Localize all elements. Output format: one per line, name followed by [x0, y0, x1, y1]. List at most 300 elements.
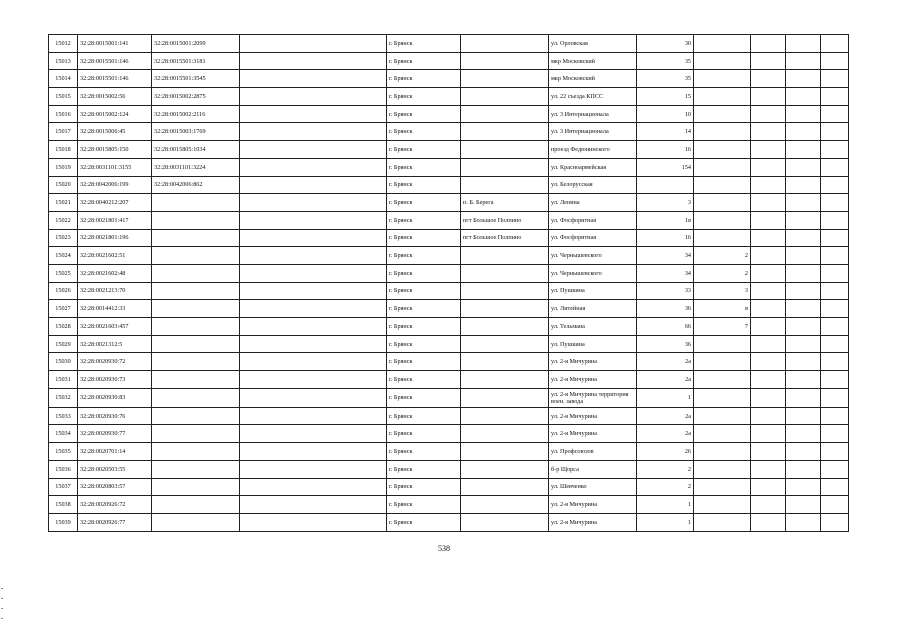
- empty-cell: [751, 407, 786, 425]
- object-cadastral-number: [152, 460, 240, 478]
- empty-cell: [821, 425, 849, 443]
- row-number: 15018: [49, 141, 78, 159]
- empty-cell: [821, 443, 849, 461]
- row-number: 15032: [49, 388, 78, 407]
- empty-cell: [240, 496, 387, 514]
- table-row: [49, 335, 849, 353]
- row-number: 15014: [49, 70, 78, 88]
- city-cell: г. Брянск: [387, 300, 461, 318]
- settlement-cell: [461, 176, 549, 194]
- object-cadastral-number: 32:28:0015501:3545: [152, 70, 240, 88]
- object-cadastral-number: [152, 211, 240, 229]
- empty-cell: [786, 496, 821, 514]
- building-cell: [694, 443, 751, 461]
- cadastral-number: 32:28:0021602:48: [78, 264, 152, 282]
- empty-cell: [821, 176, 849, 194]
- object-cadastral-number: 32:28:0015805:1034: [152, 141, 240, 159]
- row-number: 15021: [49, 194, 78, 212]
- building-cell: [694, 425, 751, 443]
- empty-cell: [786, 318, 821, 336]
- table-row: [49, 443, 849, 461]
- empty-cell: [786, 52, 821, 70]
- table-row: [49, 35, 849, 53]
- row-number: 15028: [49, 318, 78, 336]
- empty-cell: [751, 123, 786, 141]
- row-number: 15037: [49, 478, 78, 496]
- city-cell: г. Брянск: [387, 105, 461, 123]
- object-cadastral-number: [152, 229, 240, 247]
- house-cell: 1в: [637, 211, 694, 229]
- empty-cell: [240, 35, 387, 53]
- empty-cell: [240, 229, 387, 247]
- row-number: 15027: [49, 300, 78, 318]
- object-cadastral-number: [152, 371, 240, 389]
- street-cell: ул. 2-я Мичурина территория воен. завода: [549, 388, 637, 407]
- empty-cell: [751, 425, 786, 443]
- settlement-cell: [461, 425, 549, 443]
- cadastral-number: 32:28:0021603:457: [78, 318, 152, 336]
- empty-cell: [786, 194, 821, 212]
- empty-cell: [786, 229, 821, 247]
- street-cell: проезд Федюнинского: [549, 141, 637, 159]
- table-row: [49, 88, 849, 106]
- empty-cell: [751, 443, 786, 461]
- city-cell: г. Брянск: [387, 478, 461, 496]
- empty-cell: [821, 211, 849, 229]
- table-row: [49, 247, 849, 265]
- empty-cell: [751, 194, 786, 212]
- empty-cell: [751, 513, 786, 531]
- empty-cell: [821, 247, 849, 265]
- street-cell: б-р Щорса: [549, 460, 637, 478]
- building-cell: [694, 194, 751, 212]
- table-row: [49, 158, 849, 176]
- empty-cell: [751, 211, 786, 229]
- object-cadastral-number: [152, 282, 240, 300]
- empty-cell: [786, 247, 821, 265]
- settlement-cell: [461, 407, 549, 425]
- building-cell: [694, 478, 751, 496]
- empty-cell: [821, 353, 849, 371]
- settlement-cell: [461, 247, 549, 265]
- empty-cell: [821, 478, 849, 496]
- house-cell: 15: [637, 88, 694, 106]
- object-cadastral-number: [152, 300, 240, 318]
- settlement-cell: [461, 371, 549, 389]
- house-cell: 1: [637, 388, 694, 407]
- empty-cell: [821, 388, 849, 407]
- street-cell: ул. Профсоюзов: [549, 443, 637, 461]
- building-cell: [694, 460, 751, 478]
- house-cell: 2: [637, 478, 694, 496]
- house-cell: [637, 176, 694, 194]
- empty-cell: [786, 388, 821, 407]
- empty-cell: [786, 425, 821, 443]
- object-cadastral-number: [152, 407, 240, 425]
- table-row: [49, 478, 849, 496]
- empty-cell: [240, 388, 387, 407]
- cadastral-number: 32:28:0031101:3155: [78, 158, 152, 176]
- building-cell: в: [694, 300, 751, 318]
- house-cell: 14: [637, 123, 694, 141]
- cadastral-number: 32:28:0020930:73: [78, 371, 152, 389]
- margin-mark: [1, 608, 3, 609]
- table-row: [49, 300, 849, 318]
- empty-cell: [821, 105, 849, 123]
- row-number: 15019: [49, 158, 78, 176]
- cadastral-number: 32:28:0042006:199: [78, 176, 152, 194]
- street-cell: ул. 3 Интернационала: [549, 123, 637, 141]
- empty-cell: [240, 211, 387, 229]
- street-cell: ул. 2-я Мичурина: [549, 371, 637, 389]
- empty-cell: [821, 70, 849, 88]
- table-row: [49, 194, 849, 212]
- cadastral-number: 32:28:0020701:14: [78, 443, 152, 461]
- cadastral-number: 32:28:0015002:124: [78, 105, 152, 123]
- empty-cell: [240, 70, 387, 88]
- cadastral-number: 32:28:0020930:76: [78, 407, 152, 425]
- street-cell: ул. Ленина: [549, 194, 637, 212]
- empty-cell: [821, 194, 849, 212]
- house-cell: 34: [637, 264, 694, 282]
- object-cadastral-number: [152, 264, 240, 282]
- empty-cell: [751, 52, 786, 70]
- building-cell: 3: [694, 282, 751, 300]
- row-number: 15030: [49, 353, 78, 371]
- empty-cell: [821, 88, 849, 106]
- empty-cell: [751, 335, 786, 353]
- empty-cell: [240, 123, 387, 141]
- city-cell: г. Брянск: [387, 388, 461, 407]
- table-row: [49, 425, 849, 443]
- empty-cell: [751, 158, 786, 176]
- cadastral-number: 32:28:0021602:51: [78, 247, 152, 265]
- cadastral-number: 32:28:0020926:77: [78, 513, 152, 531]
- building-cell: [694, 496, 751, 514]
- house-cell: 1: [637, 513, 694, 531]
- city-cell: г. Брянск: [387, 158, 461, 176]
- empty-cell: [751, 70, 786, 88]
- city-cell: г. Брянск: [387, 123, 461, 141]
- empty-cell: [821, 229, 849, 247]
- object-cadastral-number: [152, 194, 240, 212]
- street-cell: ул. 2-я Мичурина: [549, 513, 637, 531]
- settlement-cell: [461, 513, 549, 531]
- street-cell: ул. Фосфоритная: [549, 229, 637, 247]
- empty-cell: [751, 371, 786, 389]
- margin-mark: [1, 588, 3, 589]
- row-number: 15012: [49, 35, 78, 53]
- cadastral-number: 32:28:0015501:146: [78, 70, 152, 88]
- house-cell: 2а: [637, 425, 694, 443]
- row-number: 15022: [49, 211, 78, 229]
- building-cell: [694, 158, 751, 176]
- street-cell: мкр Московский: [549, 70, 637, 88]
- settlement-cell: [461, 282, 549, 300]
- table-row: [49, 460, 849, 478]
- cadastral-number: 32:28:0015001:141: [78, 35, 152, 53]
- empty-cell: [751, 478, 786, 496]
- registry-table: [48, 34, 849, 532]
- building-cell: [694, 35, 751, 53]
- empty-cell: [821, 318, 849, 336]
- empty-cell: [821, 35, 849, 53]
- city-cell: г. Брянск: [387, 460, 461, 478]
- table-row: [49, 52, 849, 70]
- street-cell: ул. 2-я Мичурина: [549, 353, 637, 371]
- street-cell: ул. 2-я Мичурина: [549, 425, 637, 443]
- table-row: [49, 70, 849, 88]
- city-cell: г. Брянск: [387, 513, 461, 531]
- city-cell: г. Брянск: [387, 88, 461, 106]
- settlement-cell: [461, 264, 549, 282]
- cadastral-number: 32:28:0021312:5: [78, 335, 152, 353]
- house-cell: 30: [637, 35, 694, 53]
- row-number: 15033: [49, 407, 78, 425]
- street-cell: ул. Красноармейская: [549, 158, 637, 176]
- street-cell: ул. Чернышевского: [549, 264, 637, 282]
- building-cell: [694, 105, 751, 123]
- empty-cell: [240, 176, 387, 194]
- empty-cell: [786, 141, 821, 159]
- empty-cell: [786, 70, 821, 88]
- settlement-cell: [461, 478, 549, 496]
- empty-cell: [821, 300, 849, 318]
- empty-cell: [821, 52, 849, 70]
- table-row: [49, 353, 849, 371]
- house-cell: 10: [637, 105, 694, 123]
- settlement-cell: [461, 353, 549, 371]
- building-cell: [694, 52, 751, 70]
- empty-cell: [786, 105, 821, 123]
- settlement-cell: [461, 35, 549, 53]
- building-cell: [694, 211, 751, 229]
- empty-cell: [751, 105, 786, 123]
- settlement-cell: [461, 443, 549, 461]
- settlement-cell: пгт Большое Полпино: [461, 211, 549, 229]
- house-cell: 2а: [637, 353, 694, 371]
- margin-mark: [1, 598, 3, 599]
- building-cell: 2: [694, 264, 751, 282]
- house-cell: 26: [637, 443, 694, 461]
- empty-cell: [751, 35, 786, 53]
- empty-cell: [786, 513, 821, 531]
- street-cell: ул. Тельмана: [549, 318, 637, 336]
- empty-cell: [821, 513, 849, 531]
- object-cadastral-number: [152, 388, 240, 407]
- table-row: [49, 371, 849, 389]
- table-row: [49, 176, 849, 194]
- row-number: 15034: [49, 425, 78, 443]
- house-cell: 35: [637, 70, 694, 88]
- cadastral-number: 32:28:0020803:57: [78, 478, 152, 496]
- empty-cell: [786, 211, 821, 229]
- cadastral-number: 32:28:0020930:77: [78, 425, 152, 443]
- building-cell: [694, 229, 751, 247]
- empty-cell: [240, 513, 387, 531]
- empty-cell: [786, 35, 821, 53]
- row-number: 15020: [49, 176, 78, 194]
- empty-cell: [786, 478, 821, 496]
- empty-cell: [821, 158, 849, 176]
- object-cadastral-number: 32:28:0015501:3181: [152, 52, 240, 70]
- building-cell: [694, 176, 751, 194]
- empty-cell: [751, 388, 786, 407]
- table-row: [49, 407, 849, 425]
- building-cell: 7: [694, 318, 751, 336]
- building-cell: [694, 123, 751, 141]
- building-cell: [694, 353, 751, 371]
- row-number: 15016: [49, 105, 78, 123]
- building-cell: 2: [694, 247, 751, 265]
- city-cell: г. Брянск: [387, 371, 461, 389]
- empty-cell: [240, 300, 387, 318]
- city-cell: г. Брянск: [387, 282, 461, 300]
- street-cell: ул. Шевченко: [549, 478, 637, 496]
- empty-cell: [240, 443, 387, 461]
- empty-cell: [751, 282, 786, 300]
- table-row: [49, 496, 849, 514]
- city-cell: г. Брянск: [387, 407, 461, 425]
- house-cell: 2а: [637, 407, 694, 425]
- street-cell: ул. Чернышевского: [549, 247, 637, 265]
- empty-cell: [821, 335, 849, 353]
- settlement-cell: [461, 52, 549, 70]
- table-row: [49, 229, 849, 247]
- cadastral-number: 32:28:0015501:146: [78, 52, 152, 70]
- street-cell: ул. Пушкина: [549, 282, 637, 300]
- empty-cell: [786, 264, 821, 282]
- house-cell: 66: [637, 318, 694, 336]
- house-cell: 154: [637, 158, 694, 176]
- settlement-cell: п. Б. Берега: [461, 194, 549, 212]
- empty-cell: [751, 300, 786, 318]
- object-cadastral-number: [152, 353, 240, 371]
- table-row: [49, 123, 849, 141]
- table-row: [49, 141, 849, 159]
- settlement-cell: [461, 141, 549, 159]
- empty-cell: [751, 496, 786, 514]
- object-cadastral-number: [152, 496, 240, 514]
- margin-mark: [1, 618, 3, 619]
- empty-cell: [821, 264, 849, 282]
- cadastral-number: 32:28:0014412:33: [78, 300, 152, 318]
- cadastral-number: 32:28:0015805:150: [78, 141, 152, 159]
- object-cadastral-number: [152, 335, 240, 353]
- row-number: 15023: [49, 229, 78, 247]
- settlement-cell: [461, 88, 549, 106]
- cadastral-number: 32:28:0020503:55: [78, 460, 152, 478]
- city-cell: г. Брянск: [387, 318, 461, 336]
- row-number: 15024: [49, 247, 78, 265]
- city-cell: г. Брянск: [387, 211, 461, 229]
- city-cell: г. Брянск: [387, 247, 461, 265]
- cadastral-number: 32:28:0020926:72: [78, 496, 152, 514]
- table-body: [49, 35, 849, 532]
- building-cell: [694, 407, 751, 425]
- city-cell: г. Брянск: [387, 141, 461, 159]
- city-cell: г. Брянск: [387, 70, 461, 88]
- empty-cell: [821, 371, 849, 389]
- city-cell: г. Брянск: [387, 496, 461, 514]
- empty-cell: [751, 176, 786, 194]
- city-cell: г. Брянск: [387, 353, 461, 371]
- empty-cell: [240, 88, 387, 106]
- empty-cell: [786, 335, 821, 353]
- city-cell: г. Брянск: [387, 335, 461, 353]
- empty-cell: [240, 141, 387, 159]
- object-cadastral-number: [152, 425, 240, 443]
- settlement-cell: [461, 460, 549, 478]
- street-cell: ул. Орловская: [549, 35, 637, 53]
- empty-cell: [240, 353, 387, 371]
- object-cadastral-number: [152, 513, 240, 531]
- cadastral-number: 32:28:0021801:196: [78, 229, 152, 247]
- table-row: [49, 105, 849, 123]
- house-cell: 35: [637, 52, 694, 70]
- cadastral-number: 32:28:0020930:83: [78, 388, 152, 407]
- settlement-cell: [461, 300, 549, 318]
- empty-cell: [240, 158, 387, 176]
- house-cell: 16: [637, 229, 694, 247]
- settlement-cell: [461, 388, 549, 407]
- empty-cell: [751, 229, 786, 247]
- building-cell: [694, 141, 751, 159]
- building-cell: [694, 335, 751, 353]
- street-cell: ул. Пушкина: [549, 335, 637, 353]
- building-cell: [694, 70, 751, 88]
- object-cadastral-number: 32:28:0015001:2099: [152, 35, 240, 53]
- empty-cell: [821, 460, 849, 478]
- cadastral-number: 32:28:0040212:207: [78, 194, 152, 212]
- empty-cell: [786, 282, 821, 300]
- empty-cell: [786, 158, 821, 176]
- table-row: [49, 388, 849, 407]
- table-row: [49, 211, 849, 229]
- cadastral-number: 32:28:0020930:72: [78, 353, 152, 371]
- empty-cell: [751, 353, 786, 371]
- city-cell: г. Брянск: [387, 443, 461, 461]
- settlement-cell: [461, 105, 549, 123]
- cadastral-number: 32:28:0021213:70: [78, 282, 152, 300]
- row-number: 15038: [49, 496, 78, 514]
- row-number: 15039: [49, 513, 78, 531]
- empty-cell: [786, 176, 821, 194]
- object-cadastral-number: 32:28:0042006:862: [152, 176, 240, 194]
- street-cell: ул. Белорусская: [549, 176, 637, 194]
- table-row: [49, 513, 849, 531]
- empty-cell: [821, 282, 849, 300]
- empty-cell: [786, 353, 821, 371]
- building-cell: [694, 371, 751, 389]
- row-number: 15015: [49, 88, 78, 106]
- city-cell: г. Брянск: [387, 194, 461, 212]
- empty-cell: [751, 88, 786, 106]
- settlement-cell: [461, 318, 549, 336]
- building-cell: [694, 513, 751, 531]
- row-number: 15029: [49, 335, 78, 353]
- city-cell: г. Брянск: [387, 35, 461, 53]
- city-cell: г. Брянск: [387, 425, 461, 443]
- empty-cell: [786, 88, 821, 106]
- empty-cell: [240, 460, 387, 478]
- street-cell: ул. Фосфоритная: [549, 211, 637, 229]
- house-cell: 2: [637, 460, 694, 478]
- empty-cell: [821, 496, 849, 514]
- page-number: 538: [438, 544, 450, 553]
- empty-cell: [821, 407, 849, 425]
- street-cell: ул. 2-я Мичурина: [549, 496, 637, 514]
